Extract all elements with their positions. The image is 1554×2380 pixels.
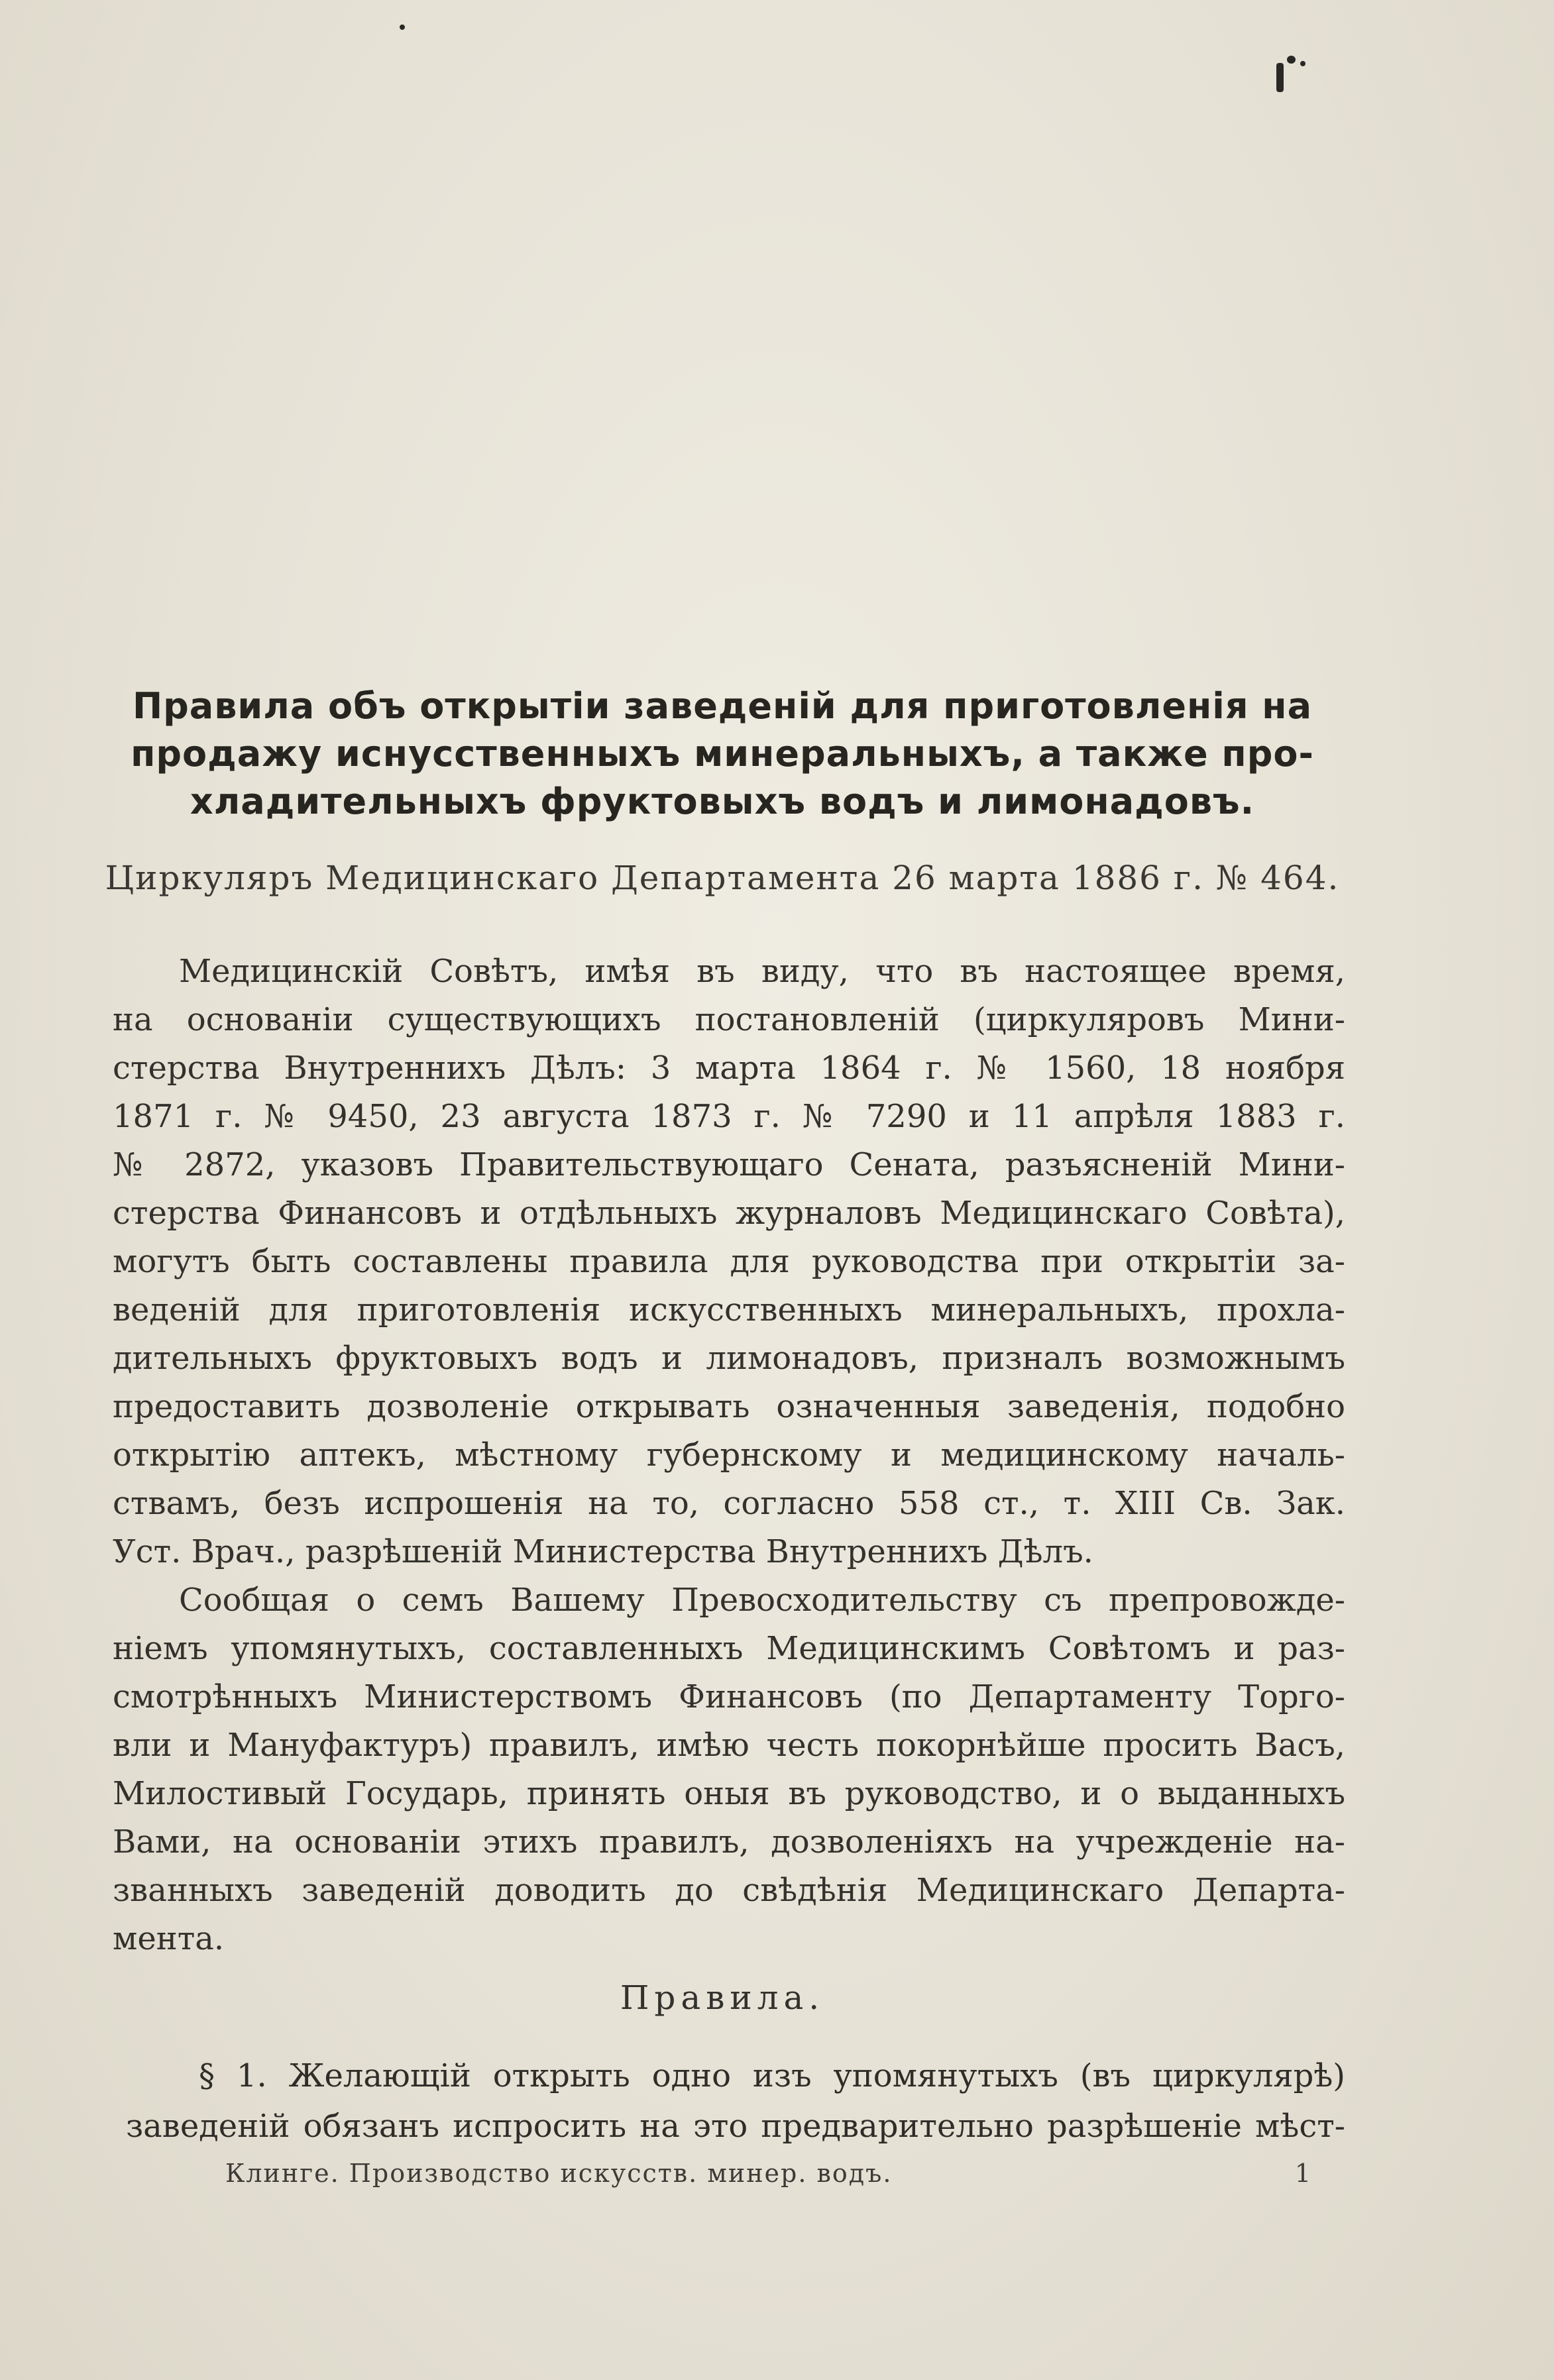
rules-heading: Правила. <box>620 1978 825 2017</box>
body-line: мента. <box>113 1920 225 1957</box>
body-line: Милостивый Государь, принять оныя въ руководство, и о выданныхъ <box>113 1775 1345 1812</box>
page-footer <box>225 2157 1312 2190</box>
body-line: Уст. Врач., разрѣшеній Министерства Внутреннихъ Дѣлъ. <box>113 1533 1093 1570</box>
section-line: заведеній обязанъ испросить на это предварительно разрѣшеніе мѣст- <box>126 2108 1345 2145</box>
body-line: открытію аптекъ, мѣстному губернскому и медицинскому началь- <box>113 1436 1345 1474</box>
body-line: вли и Мануфактуръ) правилъ, имѣю честь покорнѣйше просить Васъ, <box>113 1727 1345 1764</box>
ink-speck <box>1300 61 1305 66</box>
footer-running-title: Клинге. Производство искусств. минер. водъ. <box>225 2159 893 2188</box>
body-line: веденій для приготовленія искусственныхъ минеральныхъ, прохла- <box>113 1291 1345 1328</box>
body-line: ствамъ, безъ испрошенія на то, согласно 558 ст., т. XIII Св. Зак. <box>113 1485 1345 1522</box>
body-line: стерства Внутреннихъ Дѣлъ: 3 марта 1864 г. № 1560, 18 ноября <box>113 1050 1345 1087</box>
title-line: Правила объ открытіи заведеній для приготовленія на <box>132 685 1313 727</box>
body-line: предоставить дозволеніе открывать означенныя заведенія, подобно <box>113 1388 1345 1425</box>
body-line: Вами, на основаніи этихъ правилъ, дозволеніяхъ на учрежденіе на- <box>113 1823 1345 1861</box>
page-number: 1 <box>1294 2159 1312 2188</box>
body-line: на основаніи существующихъ постановленій (циркуляровъ Мини- <box>113 1001 1345 1038</box>
body-line: стерства Финансовъ и отдѣльныхъ журналовъ Медицинскаго Совѣта), <box>113 1195 1345 1232</box>
title-line: продажу иснусственныхъ минеральныхъ, а также про- <box>131 733 1314 775</box>
ink-speck <box>400 25 405 30</box>
circular-body <box>113 947 1345 1963</box>
document-title <box>99 682 1345 826</box>
title-line: хладительныхъ фруктовыхъ водъ и лимонадовъ. <box>190 781 1255 822</box>
body-line: званныхъ заведеній доводить до свѣдѣнія Медицинскаго Департа- <box>113 1872 1345 1909</box>
section-line: § 1. Желающій открыть одно изъ упомянутыхъ (въ циркулярѣ) <box>199 2057 1345 2094</box>
body-line: Сообщая о семъ Вашему Превосходительству съ препровожде- <box>179 1582 1345 1619</box>
body-line: ніемъ упомянутыхъ, составленныхъ Медицинскимъ Совѣтомъ и раз- <box>113 1630 1345 1667</box>
body-line: могутъ быть составлены правила для руководства при открытіи за- <box>113 1243 1345 1280</box>
ink-speck <box>1276 63 1284 92</box>
section-1 <box>126 2051 1345 2151</box>
body-line: Медицинскій Совѣтъ, имѣя въ виду, что въ настоящее время, <box>179 953 1345 990</box>
body-line: 1871 г. № 9450, 23 августа 1873 г. № 7290 и 11 апрѣля 1883 г. <box>113 1098 1345 1135</box>
body-line: № 2872, указовъ Правительствующаго Сената, разъясненій Мини- <box>113 1146 1345 1183</box>
circular-reference: Циркуляръ Медицинскаго Департамента 26 марта 1886 г. № 464. <box>105 859 1340 897</box>
body-line: смотрѣнныхъ Министерствомъ Финансовъ (по Департаменту Торго- <box>113 1678 1345 1715</box>
ink-speck <box>1287 56 1296 64</box>
body-line: дительныхъ фруктовыхъ водъ и лимонадовъ, призналъ возможнымъ <box>113 1340 1345 1377</box>
